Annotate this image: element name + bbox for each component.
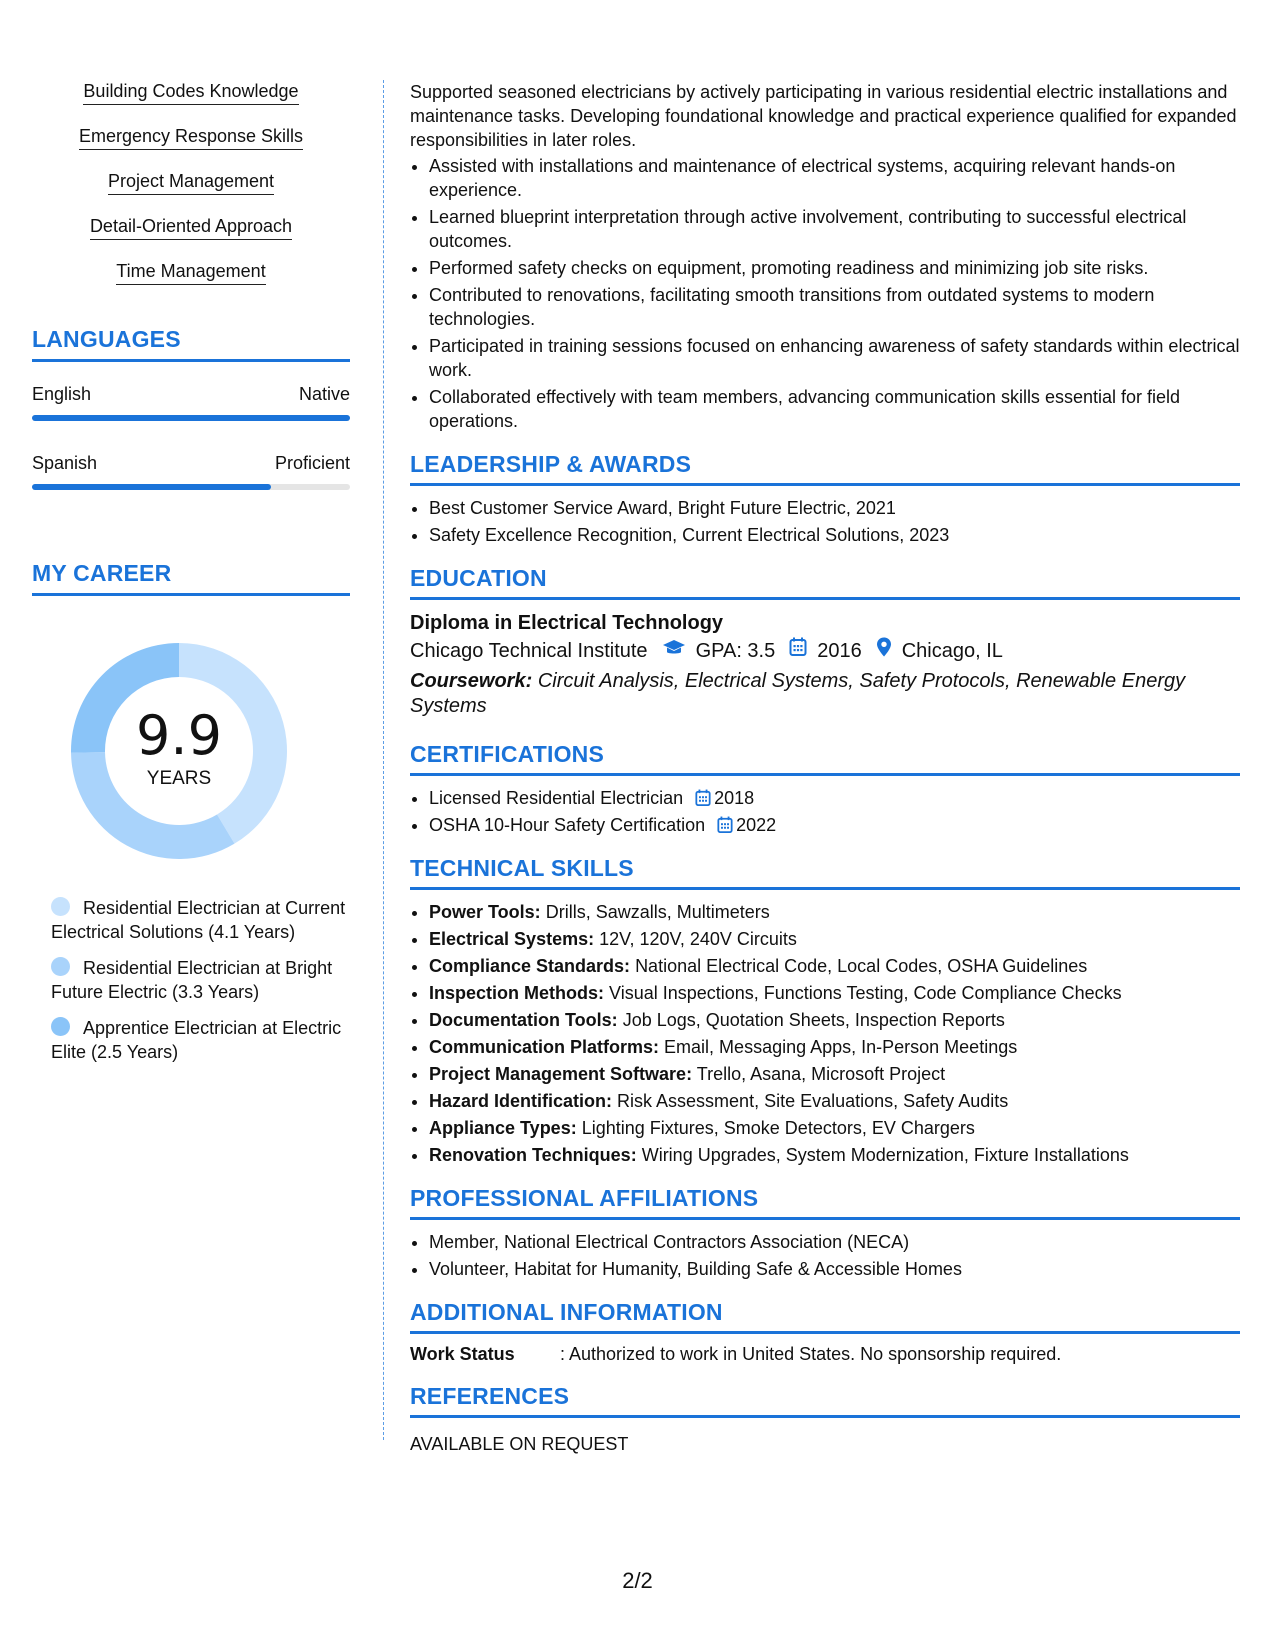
- certifications-list: [410, 786, 1240, 837]
- right-column: [410, 80, 1240, 1456]
- skill-values: Trello, Asana, Microsoft Project: [696, 1064, 946, 1084]
- skill-item: [32, 80, 350, 104]
- additional-info-heading: ADDITIONAL INFORMATION: [410, 1299, 1240, 1334]
- gpa: GPA: 3.5: [695, 640, 776, 662]
- work-status-label: Work Status: [410, 1344, 515, 1364]
- language-level: Proficient: [274, 453, 350, 473]
- work-status-value: : Authorized to work in United States. No sponsorship required.: [560, 1344, 1062, 1364]
- affiliations-list: [410, 1230, 1240, 1281]
- coursework: [410, 669, 1240, 719]
- language-name: English: [32, 384, 92, 404]
- education-entry: [410, 610, 1240, 719]
- languages-heading: LANGUAGES: [32, 326, 350, 362]
- language-bar: [32, 484, 350, 490]
- certification-item: [429, 813, 1240, 837]
- language-item-spanish: [32, 453, 350, 490]
- technical-skill-item: [429, 954, 1240, 978]
- graduation-cap-icon: [662, 636, 686, 666]
- skill-label: Emergency Response Skills: [79, 125, 303, 150]
- skill-category: Renovation Techniques:: [429, 1145, 637, 1165]
- left-column: [32, 80, 350, 1076]
- map-pin-icon: [876, 636, 892, 666]
- skill-category: Electrical Systems:: [429, 929, 595, 949]
- references-text: AVAILABLE ON REQUEST: [410, 1434, 629, 1454]
- language-level: Native: [298, 384, 350, 404]
- technical-skill-item: [429, 981, 1240, 1005]
- language-bar-fill: [32, 415, 350, 421]
- column-divider: [383, 80, 384, 1440]
- calendar-icon: [695, 789, 711, 807]
- skill-category: Power Tools:: [429, 902, 541, 922]
- skill-values: Drills, Sawzalls, Multimeters: [545, 902, 770, 922]
- career-donut-chart: [64, 636, 294, 866]
- language-bar: [32, 415, 350, 421]
- references-heading: REFERENCES: [410, 1383, 1240, 1418]
- certification-item: [429, 786, 1240, 810]
- skill-category: Project Management Software:: [429, 1064, 693, 1084]
- coursework-list: Circuit Analysis, Electrical Systems, Safety Protocols, Renewable Energy Systems: [410, 670, 1186, 717]
- affiliation-item: • Member, National Electrical Contractors Association (NECA): [429, 1230, 1240, 1254]
- skill-values: Risk Assessment, Site Evaluations, Safety Audits: [617, 1091, 1009, 1111]
- experience-bullets: [410, 154, 1240, 433]
- skill-values: Email, Messaging Apps, In-Person Meetings: [664, 1037, 1018, 1057]
- career-legend-item: [51, 896, 350, 944]
- certifications-heading: CERTIFICATIONS: [410, 741, 1240, 776]
- skill-values: Visual Inspections, Functions Testing, Code Compliance Checks: [609, 983, 1122, 1003]
- career-legend-label: Residential Electrician at Bright Future Electric (3.3 Years): [51, 958, 333, 1002]
- experience-summary: Supported seasoned electricians by actively participating in various residential electric installations and maintenance tasks. Developing foundational knowledge and practical experience qualified for expanded responsibilities in later roles.: [410, 82, 1237, 150]
- legend-dot: [51, 897, 70, 916]
- coursework-label: Coursework:: [410, 670, 533, 692]
- technical-skill-item: [429, 1035, 1240, 1059]
- skill-label: Time Management: [116, 260, 265, 285]
- education-heading: EDUCATION: [410, 565, 1240, 600]
- leadership-list: [410, 496, 1240, 547]
- technical-skill-item: [429, 1116, 1240, 1140]
- skill-label: Project Management: [108, 170, 274, 195]
- experience-bullet: • Collaborated effectively with team members, advancing communication skills essential for field operations.: [429, 385, 1240, 433]
- experience-bullet: • Performed safety checks on equipment, promoting readiness and minimizing job site risks.: [429, 256, 1240, 280]
- language-item-english: [32, 384, 350, 421]
- experience-bullet: • Learned blueprint interpretation through active involvement, contributing to successful electrical outcomes.: [429, 205, 1240, 253]
- technical-skills-list: [410, 900, 1240, 1167]
- skill-label: Building Codes Knowledge: [83, 80, 298, 105]
- experience-bullet: • Assisted with installations and maintenance of electrical systems, acquiring relevant hands-on experience.: [429, 154, 1240, 202]
- experience-bullet: • Contributed to renovations, facilitating smooth transitions from outdated systems to modern technologies.: [429, 283, 1240, 331]
- career-total-years: 9.9: [136, 704, 222, 767]
- certification-name: Licensed Residential Electrician: [429, 788, 684, 808]
- technical-skill-item: [429, 1062, 1240, 1086]
- career-heading: MY CAREER: [32, 560, 350, 596]
- leadership-heading: LEADERSHIP & AWARDS: [410, 451, 1240, 486]
- affiliations-heading: PROFESSIONAL AFFILIATIONS: [410, 1185, 1240, 1220]
- career-total-unit: YEARS: [146, 768, 212, 789]
- career-legend-item: [51, 956, 350, 1004]
- calendar-icon: [717, 816, 733, 834]
- skill-values: Lighting Fixtures, Smoke Detectors, EV Chargers: [581, 1118, 975, 1138]
- affiliation-item: • Volunteer, Habitat for Humanity, Building Safe & Accessible Homes: [429, 1257, 1240, 1281]
- legend-dot: [51, 1017, 70, 1036]
- technical-skill-item: [429, 927, 1240, 951]
- work-status-row: [410, 1344, 1240, 1365]
- technical-skills-heading: TECHNICAL SKILLS: [410, 855, 1240, 890]
- skill-label: Detail-Oriented Approach: [90, 215, 292, 240]
- career-legend-label: Residential Electrician at Current Electrical Solutions (4.1 Years): [51, 898, 346, 942]
- language-bar-fill: [32, 484, 271, 490]
- technical-skill-item: [429, 1089, 1240, 1113]
- page-number: 2/2: [622, 1568, 653, 1593]
- experience-bullet: • Participated in training sessions focused on enhancing awareness of safety standards within electrical work.: [429, 334, 1240, 382]
- technical-skill-item: [429, 900, 1240, 924]
- school-name: Chicago Technical Institute: [410, 640, 648, 662]
- certification-year: 2018: [714, 788, 755, 808]
- technical-skill-item: [429, 1143, 1240, 1167]
- certification-year: 2022: [736, 815, 777, 835]
- skill-item: [32, 170, 350, 194]
- degree-title: Diploma in Electrical Technology: [410, 612, 724, 634]
- award-item: • Best Customer Service Award, Bright Future Electric, 2021: [429, 496, 1240, 520]
- legend-dot: [51, 957, 70, 976]
- certification-name: OSHA 10-Hour Safety Certification: [429, 815, 706, 835]
- skill-item: [32, 125, 350, 149]
- skill-values: Job Logs, Quotation Sheets, Inspection Reports: [622, 1010, 1005, 1030]
- skills-list: [32, 80, 350, 284]
- language-name: Spanish: [32, 453, 98, 473]
- career-legend-item: [51, 1016, 350, 1064]
- skill-category: Documentation Tools:: [429, 1010, 618, 1030]
- career-legend-label: Apprentice Electrician at Electric Elite (2.5 Years): [51, 1018, 342, 1062]
- technical-skill-item: [429, 1008, 1240, 1032]
- skill-category: Hazard Identification:: [429, 1091, 613, 1111]
- skill-values: Wiring Upgrades, System Modernization, Fixture Installations: [641, 1145, 1129, 1165]
- calendar-icon: [789, 636, 807, 666]
- skill-values: National Electrical Code, Local Codes, OSHA Guidelines: [635, 956, 1088, 976]
- skill-item: [32, 260, 350, 284]
- skill-category: Compliance Standards:: [429, 956, 631, 976]
- graduation-year: 2016: [817, 640, 862, 662]
- skill-item: [32, 215, 350, 239]
- skill-category: Communication Platforms:: [429, 1037, 660, 1057]
- award-item: • Safety Excellence Recognition, Current Electrical Solutions, 2023: [429, 523, 1240, 547]
- skill-category: Appliance Types:: [429, 1118, 577, 1138]
- skill-values: 12V, 120V, 240V Circuits: [599, 929, 797, 949]
- school-location: Chicago, IL: [901, 640, 1003, 662]
- skill-category: Inspection Methods:: [429, 983, 604, 1003]
- career-legend: [32, 896, 350, 1064]
